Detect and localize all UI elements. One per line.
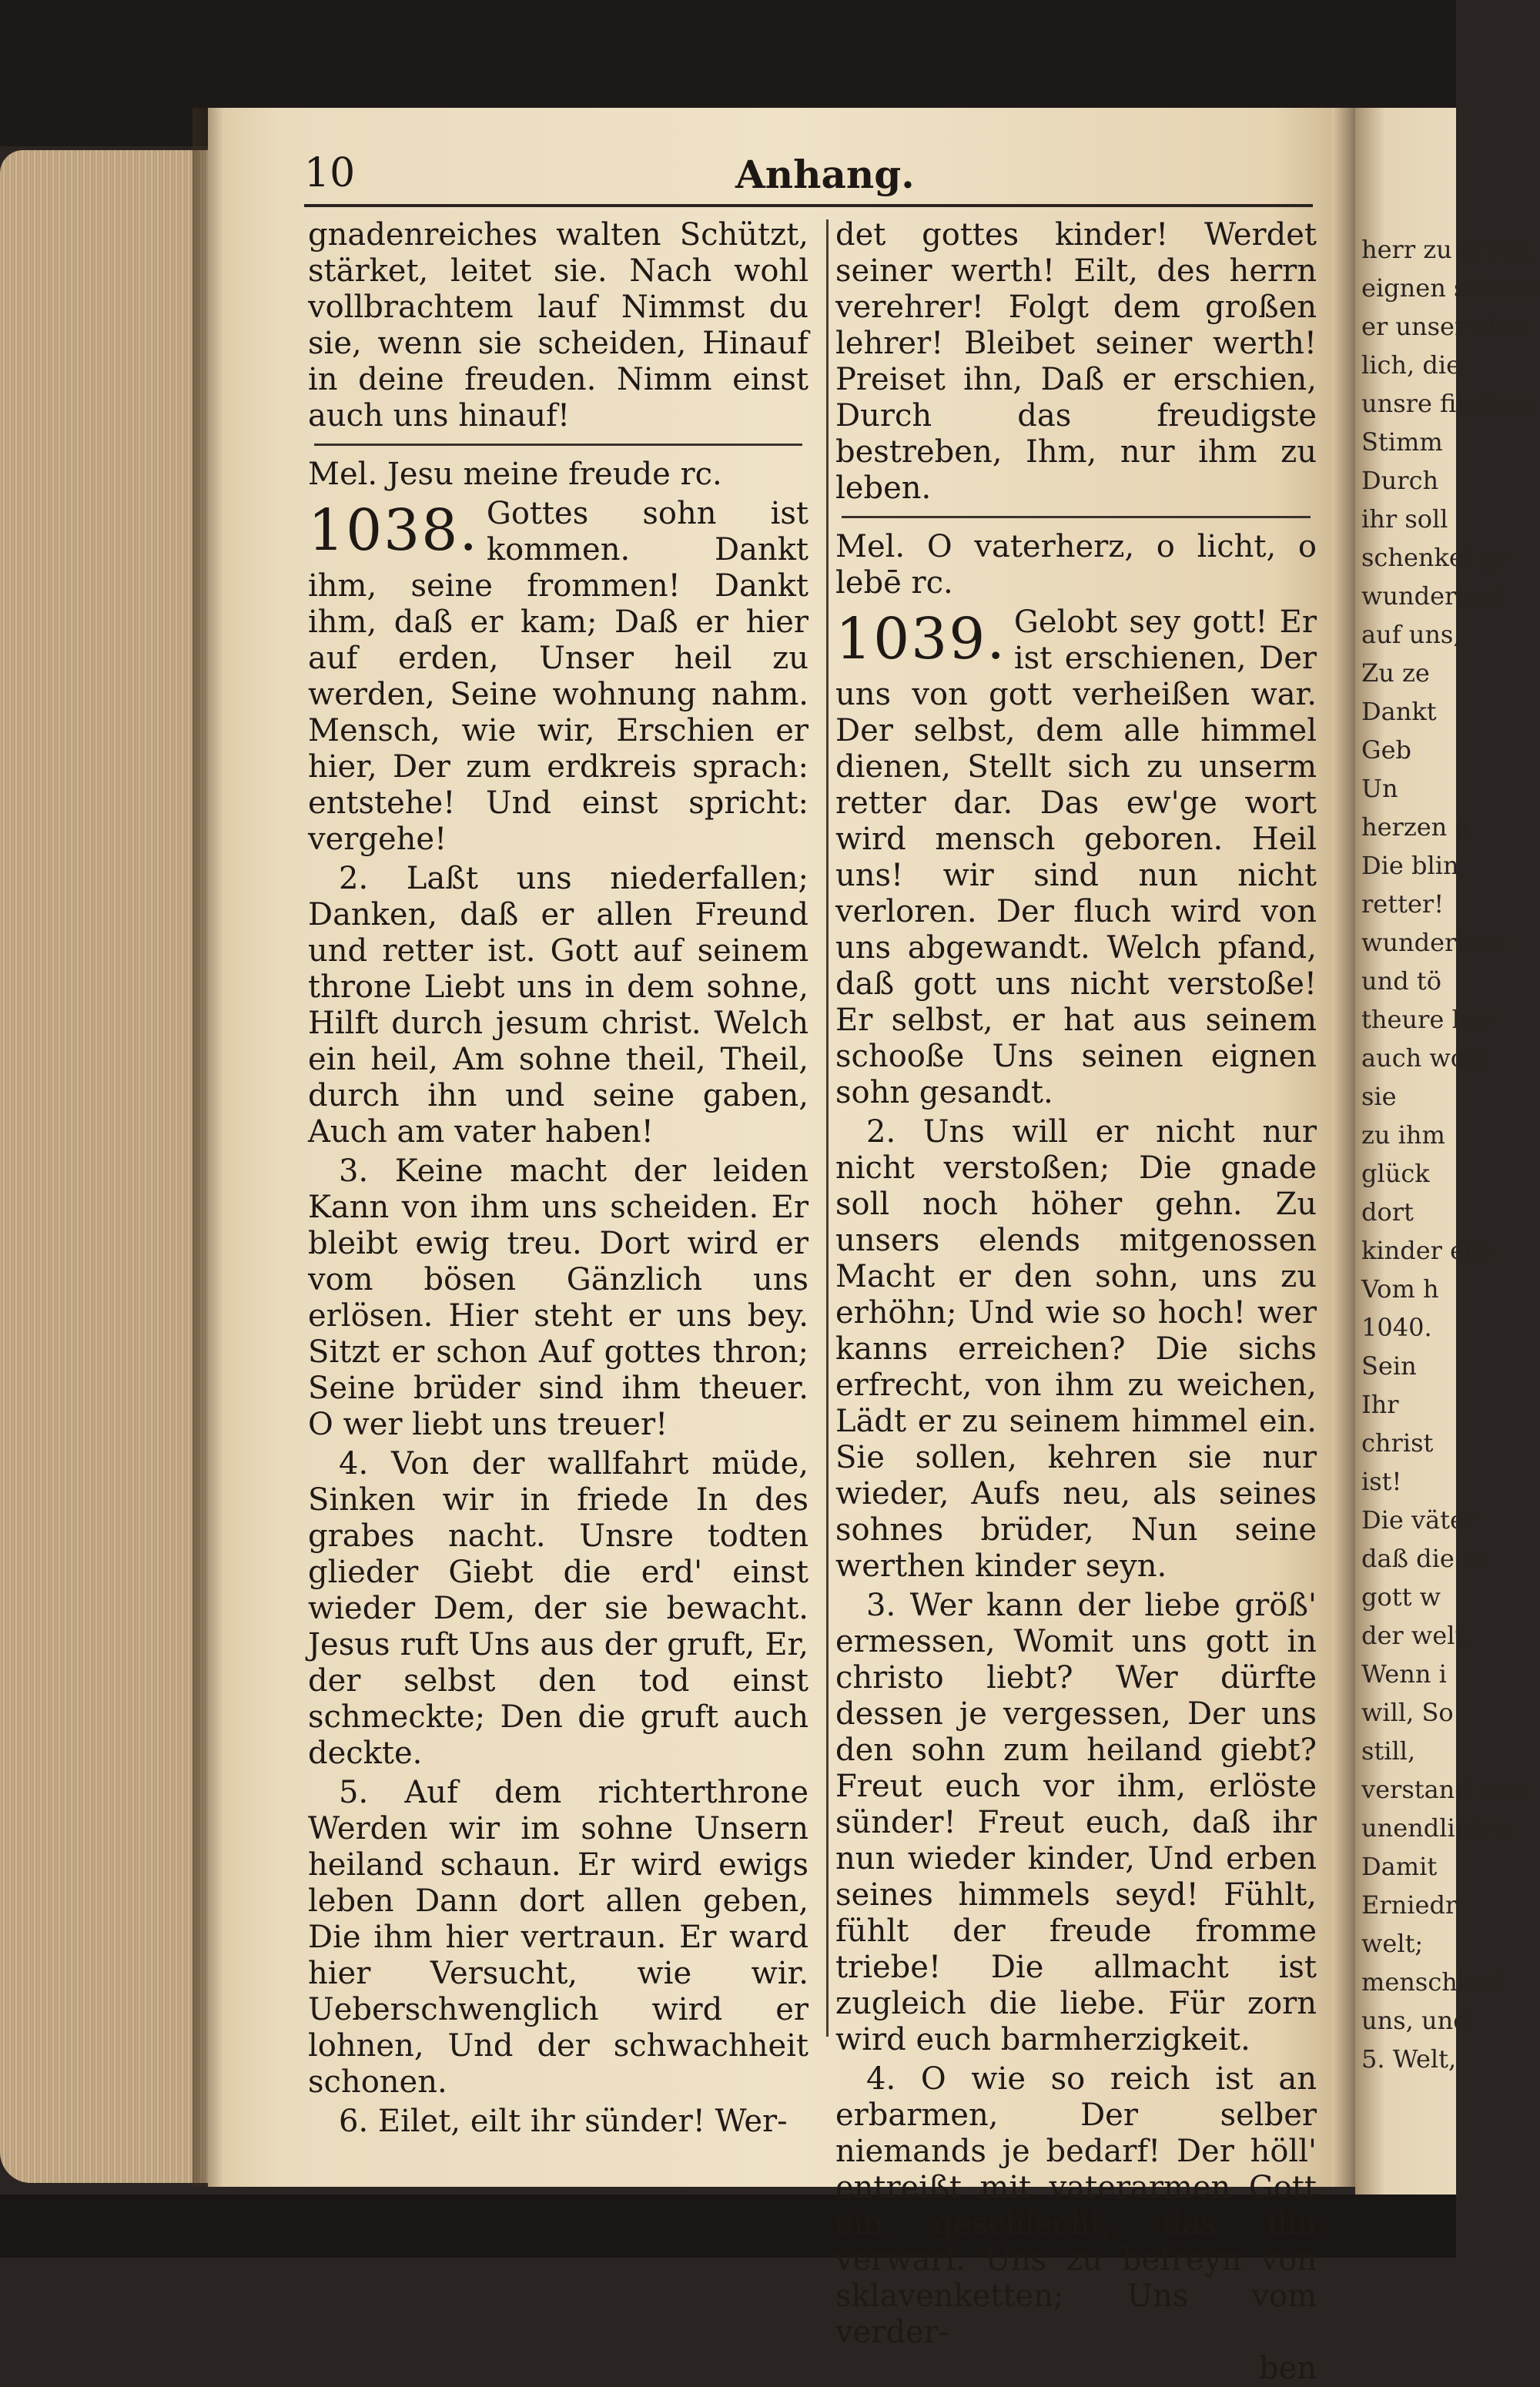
right-column	[835, 217, 1317, 2387]
running-title: Anhang.	[735, 152, 915, 197]
facing-page-fragment: 1040.	[1361, 1313, 1432, 1342]
facing-page-fragment: wunderend	[1361, 581, 1503, 611]
facing-page-fragment: Vom h	[1361, 1274, 1439, 1304]
melody-line: Mel. Jesu meine freude rc.	[308, 457, 722, 492]
facing-page-fragment: christ	[1361, 1428, 1434, 1458]
book-page-edges	[0, 150, 216, 2183]
facing-page-fragment: Die väter	[1361, 1505, 1477, 1535]
page-shadow	[192, 108, 223, 2187]
facing-page-fragment: dort	[1361, 1197, 1414, 1227]
facing-page-fragment: herzen a	[1361, 812, 1470, 842]
verse: 3. Keine macht der leiden Kann von ihm uns scheiden. Er bleibt ewig treu. Dort wird er vom bösen Gänzlich uns erlösen. Hier steht er uns bey. Sitzt er schon Auf gottes thron; Seine brüder sind ihm theuer. O wer liebt uns treuer!	[308, 1153, 808, 1442]
verse: 3. Wer kann der liebe größ' ermessen, Womit uns gott in christo liebt? Wer dürfte dessen je vergessen, Der uns den sohn zum heiland giebt? Freut euch vor ihm, erlöste sünder! Freut euch, daß ihr nun wieder kinder, Und erben seines himmels seyd! Fühlt, fühlt der freude fromme triebe! Die allmacht ist zugleich die liebe. Für zorn wird euch barmherzigkeit.	[835, 1588, 1317, 2057]
facing-page-fragment: der welt,	[1361, 1621, 1473, 1650]
facing-page-fragment: welt;	[1361, 1929, 1424, 1958]
facing-page	[1355, 108, 1540, 2194]
facing-page-fragment: Durch	[1361, 466, 1439, 495]
verse: 2. Uns will er nicht nur nicht verstoßen; Die gnade soll noch höher gehn. Zu unsers elends mitgenossen Macht er den sohn, uns zu erhöhn; Und wie so hoch! wer kanns erreichen? Die sichs erfrecht, von ihm zu weichen, Lädt er zu seinem himmel ein. Sie sollen, kehren sie nur wieder, Aufs neu, als seines sohnes brüder, Nun seine werthen kinder seyn.	[835, 1114, 1317, 1584]
section-rule	[842, 516, 1311, 518]
hymn-continuation: gnadenreiches walten Schützt, stärket, leitet sie. Nach wohl vollbrachtem lauf Nimmst du sie, wenn sie scheiden, Hinauf in deine freuden. Nimm einst auch uns hinauf!	[308, 217, 808, 434]
facing-page-fragment: unsre finstern	[1361, 389, 1538, 418]
page-number: 10	[304, 150, 356, 196]
facing-page-fragment: Damit	[1361, 1852, 1438, 1881]
facing-page-fragment: zu ihm	[1361, 1120, 1445, 1150]
facing-page-fragment: ihr soll	[1361, 504, 1448, 534]
facing-page-fragment: will, So	[1361, 1698, 1454, 1727]
section-rule	[314, 444, 802, 446]
facing-page-fragment: Un	[1361, 774, 1398, 803]
facing-page-fragment: daß die ze	[1361, 1544, 1490, 1573]
verse: 5. Auf dem richterthrone Werden wir im sohne Unsern heiland schaun. Er wird ewigs leben Dann dort allen geben, Die ihm hier vertraun. Er ward hier Versucht, wie wir. Ueberschwenglich wird er lohnen, Und der schwachheit schonen.	[308, 1775, 808, 2100]
facing-page-fragment: Wenn i	[1361, 1659, 1447, 1689]
hymn-text: Gelobt sey gott! Er ist erschienen, Der uns von gott verheißen war. Der selbst, dem alle himmel dienen, Stellt sich zu unserm retter dar. Das ew'ge wort wird mensch geboren. Heil uns! wir sind nun nicht verloren. Der fluch wird von uns abgewandt. Welch pfand, daß gott uns nicht verstoße! Er selbst, er hat aus seinem schooße Uns seinen eignen sohn gesandt.	[835, 604, 1317, 1110]
facing-page-fragment: er unser elen	[1361, 312, 1528, 341]
facing-page-fragment: lich, die	[1361, 350, 1461, 380]
column-divider	[826, 219, 829, 2037]
melody-line: Mel. O vaterherz, o licht, o lebē rc.	[835, 529, 1317, 601]
hymn-number: 1039.	[835, 606, 1006, 672]
facing-page-fragment: eignen sohnes	[1361, 273, 1540, 303]
facing-page-fragment: menschheit	[1361, 1967, 1506, 1997]
facing-page-fragment: Sein	[1361, 1351, 1417, 1381]
facing-page-fragment: theure her	[1361, 1005, 1495, 1034]
facing-page-fragment: Ihr	[1361, 1390, 1399, 1419]
facing-page-fragment: Dankt	[1361, 697, 1437, 726]
facing-page-fragment: retter!	[1361, 889, 1445, 919]
facing-page-fragment: auch wohl	[1361, 1043, 1489, 1073]
verse: 4. Von der wallfahrt müde, Sinken wir in friede In des grabes nacht. Unsre todten glieder Giebt die erd' einst wieder Dem, der sie bewacht. Jesus ruft Uns aus der gruft, Er, der selbst den tod einst schmeckte; Den die gruft auch deckte.	[308, 1446, 808, 1771]
hymn-1039	[835, 604, 1317, 1111]
facing-page-fragment: auf uns,	[1361, 620, 1461, 649]
facing-page-fragment: Die blin	[1361, 851, 1459, 880]
hymn-1038	[308, 496, 808, 858]
left-column	[308, 217, 808, 2140]
facing-page-fragment: kinder erb	[1361, 1236, 1492, 1265]
facing-page-fragment: und tö	[1361, 966, 1441, 996]
facing-page-fragment: Zu ze	[1361, 658, 1430, 688]
facing-page-fragment: Geb	[1361, 735, 1411, 765]
facing-page-fragment: uns, und	[1361, 2006, 1469, 2035]
catchword: ben	[1258, 2351, 1317, 2386]
facing-page-fragment: glück	[1361, 1159, 1430, 1188]
facing-page-fragment: 5. Welt,	[1361, 2044, 1457, 2074]
facing-page-fragment: Stimm	[1361, 427, 1443, 457]
facing-page-fragment: still,	[1361, 1736, 1416, 1766]
facing-page-fragment: wunderbar!	[1361, 928, 1509, 957]
facing-page-fragment: herr zu errett	[1361, 235, 1533, 264]
hymn-text: Gottes sohn ist kommen. Dankt ihm, seine frommen! Dankt ihm, daß er kam; Daß er hier auf erden, Unser heil zu werden, Seine wohnung nahm. Mensch, wie wir, Erschien er hier, Der zum erdkreis sprach: entstehe! Und einst spricht: vergehe!	[308, 496, 808, 857]
facing-page-fragment: sie	[1361, 1082, 1397, 1111]
facing-page-fragment: schenket gr	[1361, 543, 1509, 572]
facing-page-fragment: ist!	[1361, 1467, 1402, 1496]
verse: 4. O wie so reich ist an erbarmen, Der selber niemands je bedarf! Der höll' entreißt mit vaterarmen Gott ein geschlecht, das ihn verwarf. Uns zu befreyn von sklavenketten; Uns vom verder-	[835, 2061, 1317, 2350]
hymn-continuation: det gottes kinder! Werdet seiner werth! Eilt, des herrn verehrer! Folgt dem großen lehrer! Bleibet seiner werth! Preiset ihn, Daß er erschien, Durch das freudigste bestreben, Ihm, nur ihm zu leben.	[835, 217, 1317, 506]
facing-page-fragment: verstand erm	[1361, 1775, 1528, 1804]
hymn-number: 1038.	[308, 497, 479, 564]
facing-page-fragment: gott w	[1361, 1582, 1441, 1612]
page-header	[304, 150, 1313, 207]
verse: 2. Laßt uns niederfallen; Danken, daß er allen Freund und retter ist. Gott auf seinem throne Liebt uns in dem sohne, Hilft durch jesum christ. Welch ein heil, Am sohne theil, Theil, durch ihn und seine gaben, Auch am vater haben!	[308, 861, 808, 1150]
facing-page-fragment: unendlich is	[1361, 1813, 1514, 1843]
facing-page-fragment: Erniedr	[1361, 1890, 1458, 1920]
verse: 6. Eilet, eilt ihr sünder! Wer-	[339, 2104, 788, 2139]
